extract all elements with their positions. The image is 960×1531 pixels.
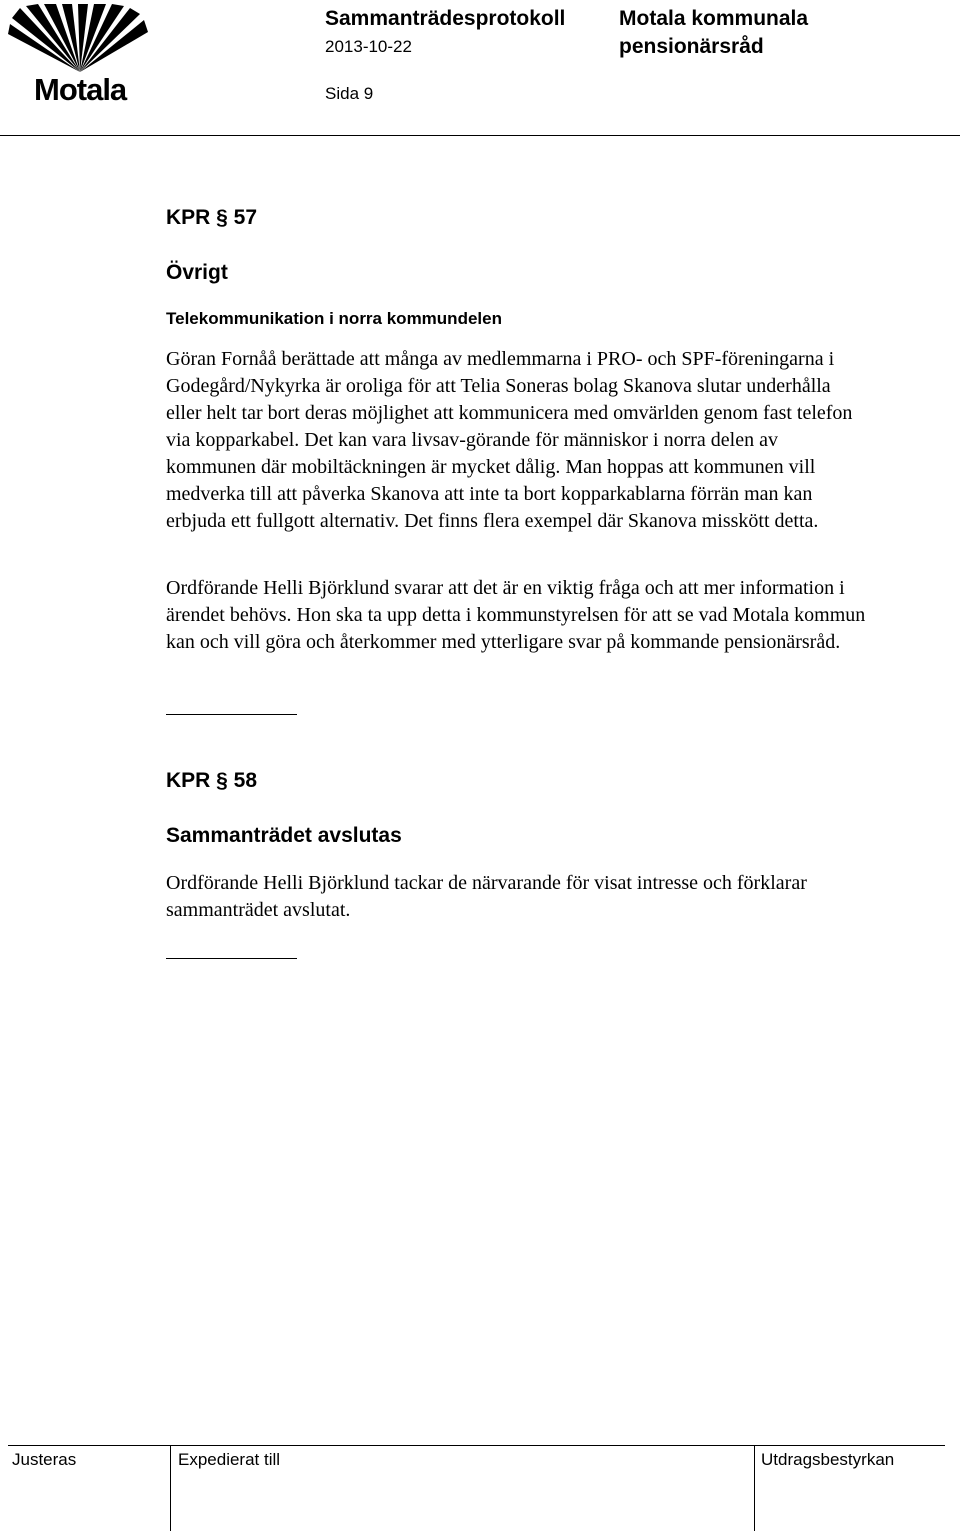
paragraph: Ordförande Helli Björklund tackar de närvarande för visat intresse och förklarar sammanträdet avslutat.	[166, 872, 807, 921]
organization-name-line2: pensionärsråd	[619, 35, 764, 58]
logo-wordmark: Motala	[34, 72, 127, 107]
sunburst-icon	[8, 4, 148, 76]
section-subtitle: Telekommunikation i norra kommundelen	[166, 309, 502, 328]
section-title: Sammanträdet avslutas	[166, 824, 402, 847]
section-number: KPR § 57	[166, 206, 258, 229]
section-separator	[166, 958, 297, 959]
section-title: Övrigt	[166, 261, 228, 284]
motala-logo	[8, 4, 148, 108]
meeting-date: 2013-10-22	[325, 37, 412, 56]
section-number: KPR § 58	[166, 769, 258, 792]
footer-divider	[8, 1445, 945, 1446]
paragraph: Ordförande Helli Björklund svarar att det är en viktig fråga och att mer information i ärendet behövs. Hon ska ta upp detta i kommunstyrelsen för att se vad Motala kommun kan och vill göra och återkommer med ytterligare svar på kommande pensionärsråd.	[166, 577, 866, 653]
header-divider	[0, 135, 960, 136]
footer-column-divider	[170, 1445, 171, 1531]
organization-name-line1: Motala kommunala	[619, 7, 809, 30]
footer-utdragsbestyrkan-label: Utdragsbestyrkan	[761, 1450, 895, 1469]
footer-justeras-label: Justeras	[12, 1450, 77, 1469]
footer-expedierat-label: Expedierat till	[178, 1450, 281, 1469]
page-number: Sida 9	[325, 84, 374, 103]
footer-column-divider	[754, 1445, 755, 1531]
paragraph: Göran Fornåå berättade att många av medlemmarna i PRO- och SPF-föreningarna i Godegård/Nykyrka är oroliga för att Telia Soneras bolag Skanova slutar underhålla eller helt tar bort deras möjlighet att kommunicera med omvärlden genom fast telefon via kopparkabel. Det kan vara livsav-görande för människor i norra delen av kommunen där mobiltäckningen är mycket dålig. Man hoppas att kommunen vill medverka till att påverka Skanova att inte ta bort kopparkablarna förrän man kan erbjuda ett fullgott alternativ. Det finns flera exempel där Skanova misskött detta.	[166, 348, 853, 532]
section-separator	[166, 714, 297, 715]
document-type: Sammanträdesprotokoll	[325, 7, 566, 30]
